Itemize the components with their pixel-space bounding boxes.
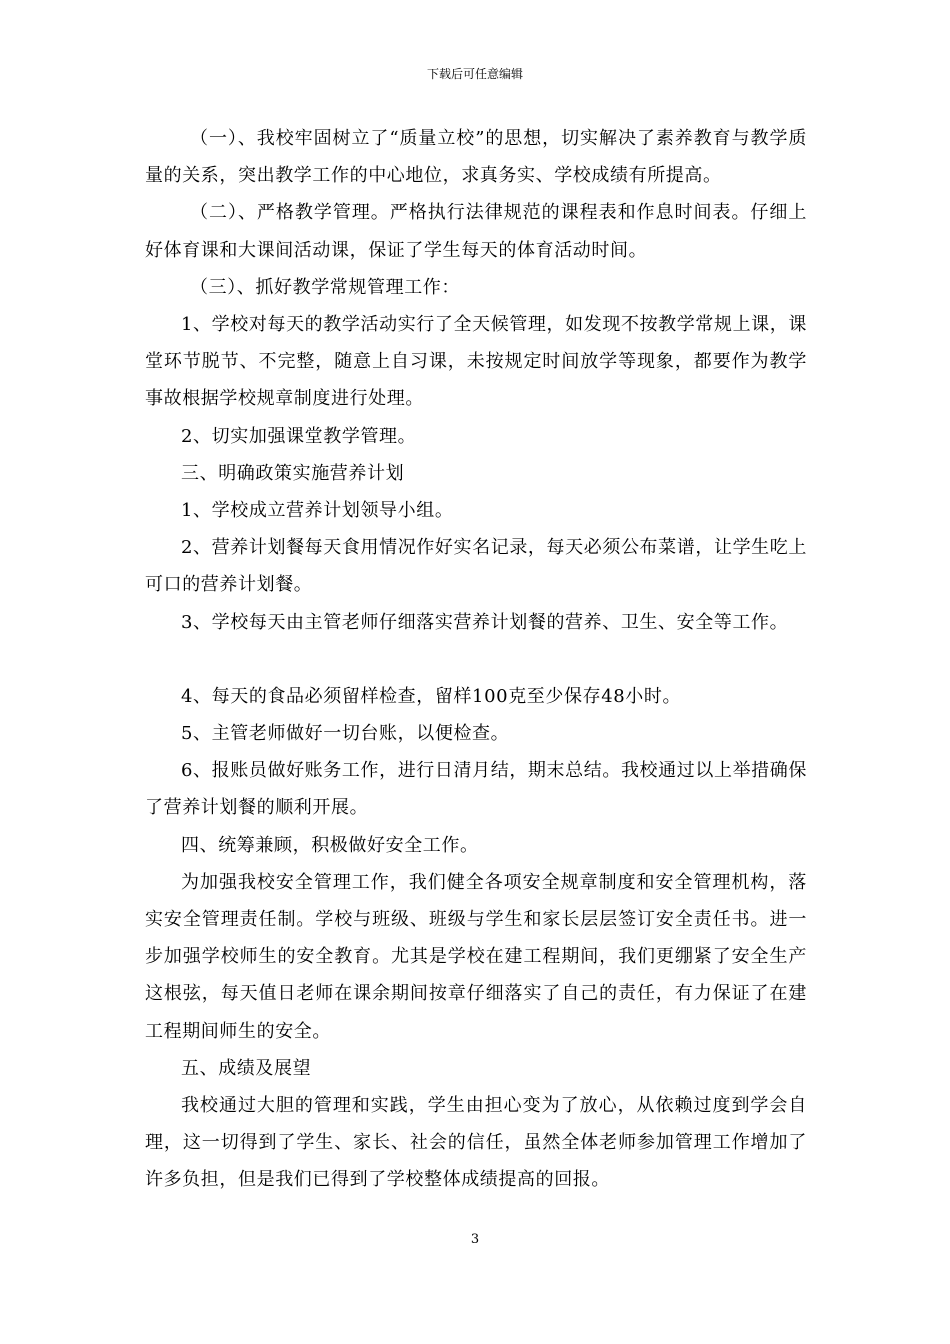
document-body (145, 120, 807, 1199)
paragraph-12: 6、报账员做好账务工作，进行日清月结，期末总结。我校通过以上举措确保了营养计划餐的顺利开展。 (145, 760, 807, 819)
paragraph-4: 1、学校对每天的教学活动实行了全天候管理，如发现不按教学常规上课，课堂环节脱节、不完整，随意上自习课，未按规定时间放学等现象，都要作为教学事故根据学校规章制度进行处理。 (145, 314, 807, 410)
paragraph-7: 1、学校成立营养计划领导小组。 (181, 500, 454, 522)
paragraph-13: 四、统筹兼顾，积极做好安全工作。 (181, 834, 479, 856)
paragraph-3: （三）、抓好教学常规管理工作： (190, 276, 460, 298)
paragraph-5: 2、切实加强课堂教学管理。 (181, 425, 417, 447)
paragraph-8: 2、营养计划餐每天食用情况作好实名记录，每天必须公布菜谱，让学生吃上可口的营养计划餐。 (145, 537, 807, 596)
blank-line (145, 641, 807, 678)
paragraph-14: 为加强我校安全管理工作，我们健全各项安全规章制度和安全管理机构，落实安全管理责任制。学校与班级、班级与学生和家长层层签订安全责任书。进一步加强学校师生的安全教育。尤其是学校在建工程期间，我们更绷紧了安全生产这根弦，每天值日老师在课余期间按章仔细落实了自己的责任，有力保证了在建工程期间师生的安全。 (145, 871, 807, 1042)
paragraph-10: 4、每天的食品必须留样检查，留样100克至少保存48小时。 (181, 685, 682, 707)
page-number: 3 (470, 1232, 480, 1247)
paragraph-15: 五、成绩及展望 (181, 1057, 312, 1079)
paragraph-6: 三、明确政策实施营养计划 (181, 462, 405, 484)
paragraph-16: 我校通过大胆的管理和实践，学生由担心变为了放心，从依赖过度到学会自理，这一切得到了学生、家长、社会的信任，虽然全体老师参加管理工作增加了许多负担，但是我们已得到了学校整体成绩提高的回报。 (145, 1095, 807, 1191)
paragraph-2: （二）、严格教学管理。严格执行法律规范的课程表和作息时间表。仔细上好体育课和大课间活动课，保证了学生每天的体育活动时间。 (145, 202, 807, 261)
page-header: 下载后可任意编辑 (426, 67, 523, 81)
paragraph-11: 5、主管老师做好一切台账，以便检查。 (181, 723, 510, 745)
paragraph-9: 3、学校每天由主管老师仔细落实营养计划餐的营养、卫生、安全等工作。 (181, 611, 789, 633)
paragraph-1: （一）、我校牢固树立了“质量立校”的思想，切实解决了素养教育与教学质量的关系，突出教学工作的中心地位，求真务实、学校成绩有所提高。 (145, 128, 807, 187)
